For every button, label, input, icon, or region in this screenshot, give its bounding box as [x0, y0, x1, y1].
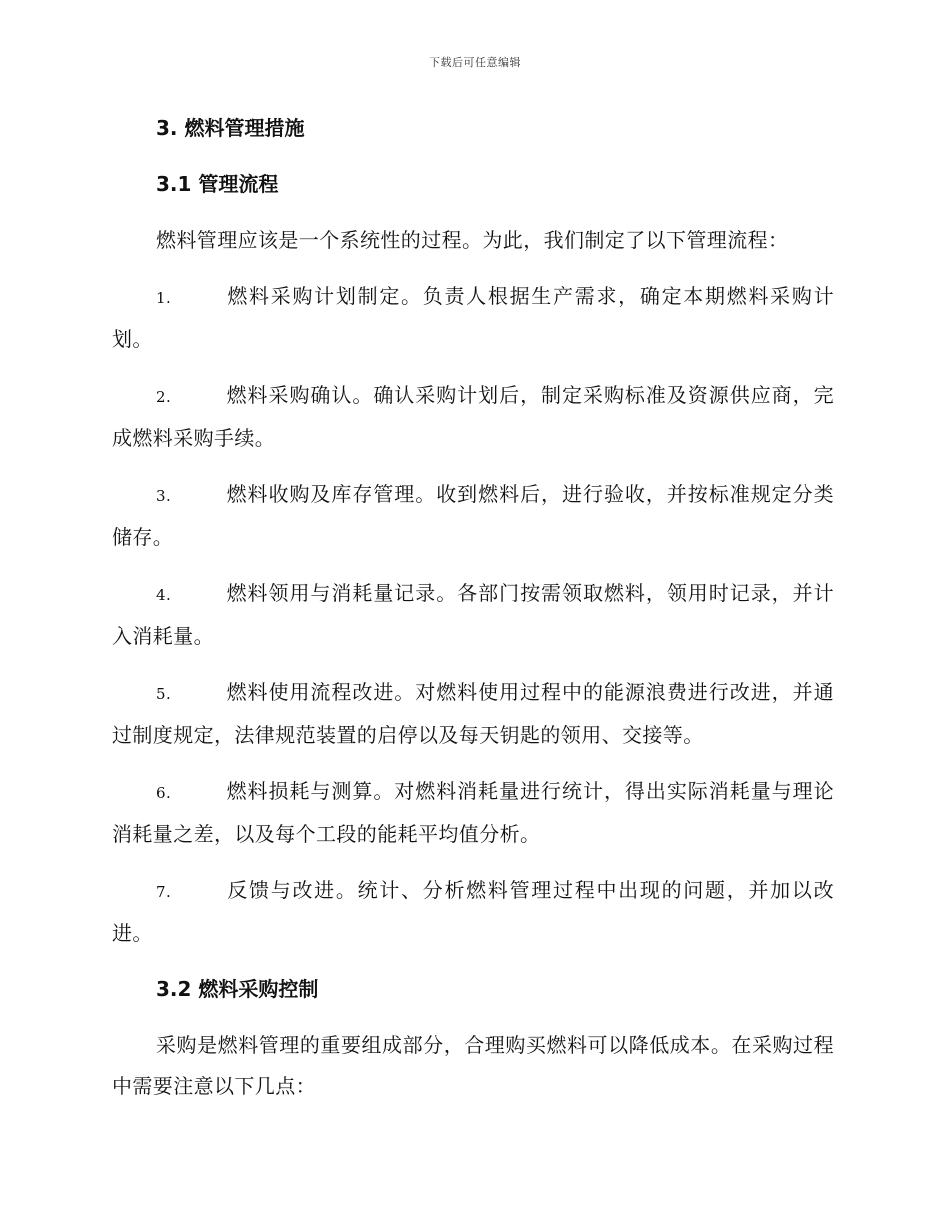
list-item-3 — [112, 474, 834, 558]
list-number: 2. — [156, 388, 172, 406]
section-heading-3-2: 3.2 燃料采购控制 — [156, 977, 319, 1001]
list-item-text: 燃料收购及库存管理。收到燃料后，进行验收，并按标准规定分类储存。 — [112, 482, 834, 549]
list-item-5 — [112, 672, 834, 756]
section-heading-3: 3. 燃料管理措施 — [156, 116, 305, 140]
list-item-1 — [112, 276, 834, 360]
page-header: 下载后可任意编辑 — [429, 56, 521, 69]
list-item-text: 反馈与改进。统计、分析燃料管理过程中出现的问题，并加以改进。 — [112, 878, 834, 945]
list-item-text: 燃料损耗与测算。对燃料消耗量进行统计，得出实际消耗量与理论消耗量之差，以及每个工段的能耗平均值分析。 — [112, 779, 834, 846]
list-item-6 — [112, 771, 834, 855]
list-number: 1. — [156, 289, 172, 307]
list-item-7 — [112, 870, 834, 954]
paragraph-3-1-intro: 燃料管理应该是一个系统性的过程。为此，我们制定了以下管理流程： — [156, 228, 789, 252]
list-item-text: 燃料使用流程改进。对燃料使用过程中的能源浪费进行改进，并通过制度规定，法律规范装置的启停以及每天钥匙的领用、交接等。 — [112, 680, 834, 747]
list-number: 4. — [156, 586, 172, 604]
list-number: 5. — [156, 685, 172, 703]
paragraph-3-2: 采购是燃料管理的重要组成部分，合理购买燃料可以降低成本。在采购过程中需要注意以下几点： — [112, 1033, 834, 1098]
document-body — [112, 108, 834, 1122]
list-item-text: 燃料领用与消耗量记录。各部门按需领取燃料，领用时记录，并计入消耗量。 — [112, 581, 834, 648]
list-item-4 — [112, 573, 834, 657]
section-heading-3-1: 3.1 管理流程 — [156, 172, 279, 196]
list-number: 6. — [156, 784, 172, 802]
list-number: 7. — [156, 883, 172, 901]
list-item-text: 燃料采购确认。确认采购计划后，制定采购标准及资源供应商，完成燃料采购手续。 — [112, 383, 834, 450]
list-item-text: 燃料采购计划制定。负责人根据生产需求，确定本期燃料采购计划。 — [112, 284, 834, 351]
list-item-2 — [112, 375, 834, 459]
list-number: 3. — [156, 487, 172, 505]
